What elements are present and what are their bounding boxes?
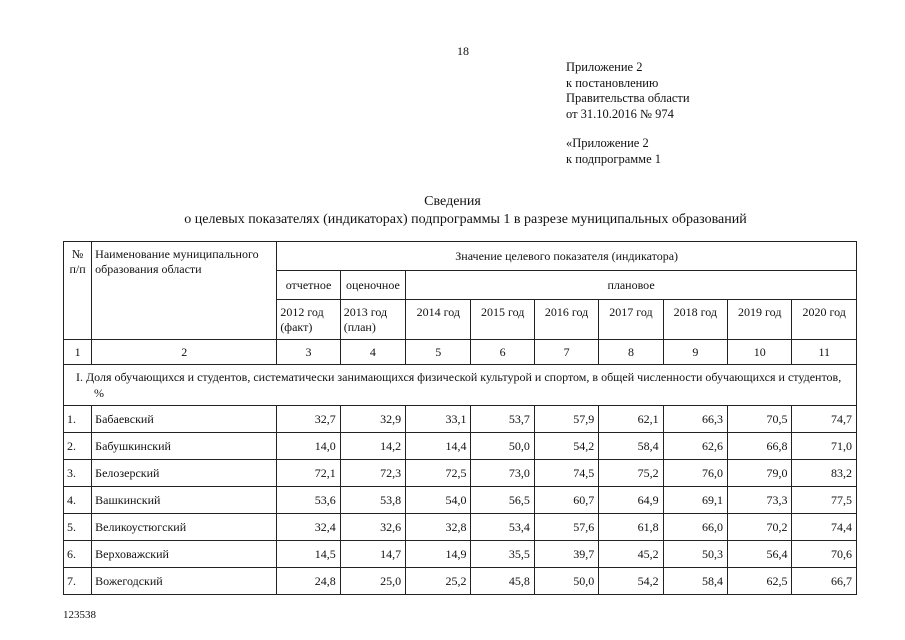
header-year: 2018 год [663,300,727,340]
header-value: Значение целевого показателя (индикатора) [277,242,857,271]
value-cell: 58,4 [599,433,663,460]
value-cell: 77,5 [792,487,857,514]
value-cell: 32,6 [340,514,405,541]
column-number: 2 [92,340,277,365]
municipality-name: Верховажский [92,541,277,568]
value-cell: 69,1 [663,487,727,514]
value-cell: 32,9 [340,406,405,433]
section-heading: I. Доля обучающихся и студентов, систематически занимающихся физической культурой и спортом, в общей численности обучающихся и студентов, % [64,365,857,406]
value-cell: 66,8 [728,433,792,460]
value-cell: 56,5 [471,487,534,514]
value-cell: 39,7 [534,541,598,568]
value-cell: 50,0 [471,433,534,460]
value-cell: 73,0 [471,460,534,487]
column-number: 6 [471,340,534,365]
value-cell: 66,0 [663,514,727,541]
appendix-line: «Приложение 2 [566,136,649,150]
header-year: 2017 год [599,300,663,340]
municipality-name: Вашкинский [92,487,277,514]
column-number: 4 [340,340,405,365]
header-year: 2014 год [406,300,471,340]
header-year-2013: 2013 год (план) [340,300,405,340]
value-cell: 54,2 [599,568,663,595]
column-number: 8 [599,340,663,365]
value-cell: 79,0 [728,460,792,487]
header-year: 2020 год [792,300,857,340]
header-estimated: оценочное [340,271,405,300]
table-row [64,487,857,514]
column-number: 5 [406,340,471,365]
value-cell: 14,4 [406,433,471,460]
header-year: 2019 год [728,300,792,340]
row-number: 3. [64,460,92,487]
value-cell: 62,1 [599,406,663,433]
value-cell: 70,5 [728,406,792,433]
header-reported: отчетное [277,271,340,300]
column-number: 9 [663,340,727,365]
value-cell: 35,5 [471,541,534,568]
value-cell: 57,6 [534,514,598,541]
row-number: 6. [64,541,92,568]
table-row [64,541,857,568]
value-cell: 25,2 [406,568,471,595]
municipality-name: Великоустюгский [92,514,277,541]
row-number: 2. [64,433,92,460]
value-cell: 61,8 [599,514,663,541]
header-num: № п/п [64,242,92,340]
value-cell: 70,6 [792,541,857,568]
header-year-2012: 2012 год (факт) [277,300,340,340]
title-line: Сведения [424,194,481,209]
value-cell: 45,8 [471,568,534,595]
appendix-line: к постановлению [566,75,659,90]
column-number: 1 [64,340,92,365]
title-line: о целевых показателях (индикаторах) подпрограммы 1 в разрезе муниципальных образований [184,212,747,227]
value-cell: 33,1 [406,406,471,433]
value-cell: 62,6 [663,433,727,460]
column-number: 10 [728,340,792,365]
value-cell: 57,9 [534,406,598,433]
value-cell: 71,0 [792,433,857,460]
row-number: 1. [64,406,92,433]
header-year: 2015 год [471,300,534,340]
value-cell: 62,5 [728,568,792,595]
document-id: 123538 [63,609,96,621]
column-number: 11 [792,340,857,365]
value-cell: 74,7 [792,406,857,433]
municipality-name: Вожегодский [92,568,277,595]
table-row [64,568,857,595]
value-cell: 73,3 [728,487,792,514]
value-cell: 32,8 [406,514,471,541]
value-cell: 76,0 [663,460,727,487]
column-number: 7 [534,340,598,365]
page-number: 18 [457,44,469,58]
value-cell: 83,2 [792,460,857,487]
value-cell: 72,3 [340,460,405,487]
value-cell: 45,2 [599,541,663,568]
value-cell: 14,7 [340,541,405,568]
value-cell: 50,3 [663,541,727,568]
table-row [64,514,857,541]
value-cell: 70,2 [728,514,792,541]
value-cell: 66,7 [792,568,857,595]
value-cell: 14,0 [277,433,340,460]
value-cell: 60,7 [534,487,598,514]
appendix-block [566,60,690,167]
value-cell: 66,3 [663,406,727,433]
value-cell: 64,9 [599,487,663,514]
value-cell: 74,5 [534,460,598,487]
value-cell: 54,0 [406,487,471,514]
appendix-line: Правительства области [566,91,690,105]
value-cell: 72,5 [406,460,471,487]
document-title [0,193,905,229]
value-cell: 50,0 [534,568,598,595]
value-cell: 53,4 [471,514,534,541]
table-row [64,406,857,433]
municipality-name: Бабушкинский [92,433,277,460]
value-cell: 56,4 [728,541,792,568]
appendix-line: к подпрограмме 1 [566,151,661,166]
row-number: 5. [64,514,92,541]
municipality-name: Бабаевский [92,406,277,433]
value-cell: 24,8 [277,568,340,595]
value-cell: 58,4 [663,568,727,595]
column-number: 3 [277,340,340,365]
value-cell: 14,5 [277,541,340,568]
row-number: 7. [64,568,92,595]
table-row [64,460,857,487]
appendix-line: от 31.10.2016 № 974 [566,106,674,121]
value-cell: 53,8 [340,487,405,514]
appendix-line: Приложение 2 [566,60,643,74]
value-cell: 25,0 [340,568,405,595]
value-cell: 14,2 [340,433,405,460]
header-year: 2016 год [534,300,598,340]
row-number: 4. [64,487,92,514]
value-cell: 72,1 [277,460,340,487]
value-cell: 74,4 [792,514,857,541]
value-cell: 14,9 [406,541,471,568]
header-planned: плановое [406,271,857,300]
municipality-name: Белозерский [92,460,277,487]
header-name: Наименование муниципального образования области [92,242,277,340]
indicator-table [63,241,857,595]
value-cell: 75,2 [599,460,663,487]
value-cell: 32,7 [277,406,340,433]
value-cell: 53,6 [277,487,340,514]
table-row [64,433,857,460]
value-cell: 53,7 [471,406,534,433]
value-cell: 54,2 [534,433,598,460]
value-cell: 32,4 [277,514,340,541]
